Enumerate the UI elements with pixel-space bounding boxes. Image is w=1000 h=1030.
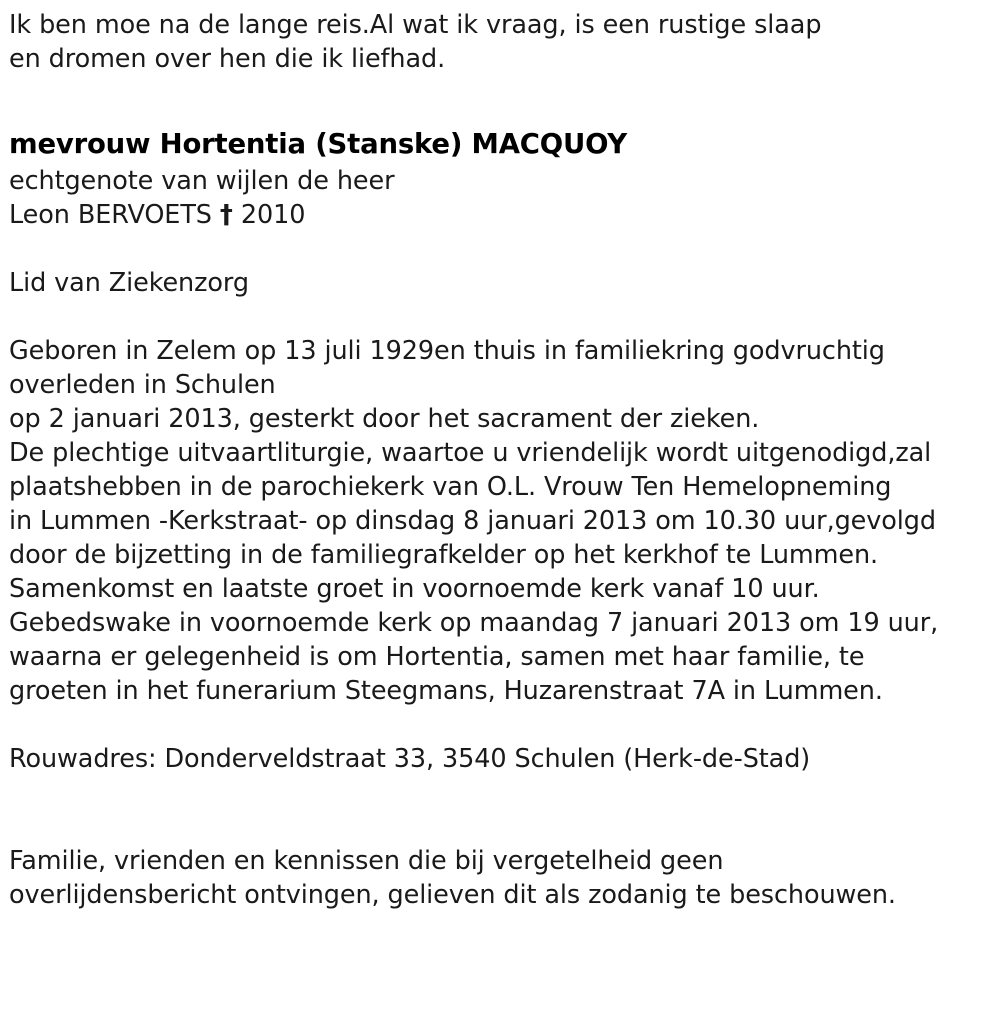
spacer-before-notice: [9, 810, 990, 844]
spouse-line: [9, 198, 990, 232]
spacer-after-address: [9, 776, 990, 810]
announcement-block: [9, 334, 990, 708]
deceased-name: mevrouw Hortentia (Stanske) MACQUOY: [9, 128, 628, 160]
spacer-after-deceased: [9, 232, 990, 266]
poem-line-2: en dromen over hen die ik liefhad.: [9, 44, 446, 74]
announcement-line-2: overleden in Schulen: [9, 370, 276, 400]
announcement-line-8: Samenkomst en laatste groet in voornoemde kerk vanaf 10 uur.: [9, 574, 820, 604]
announcement-line-7: door de bijzetting in de familiegrafkelder op het kerkhof te Lummen.: [9, 540, 879, 570]
spacer-after-membership: [9, 300, 990, 334]
membership-line: Lid van Ziekenzorg: [9, 268, 249, 298]
poem-line-1: Ik ben moe na de lange reis.Al wat ik vraag, is een rustige slaap: [9, 10, 822, 40]
announcement-line-6: in Lummen -Kerkstraat- op dinsdag 8 januari 2013 om 10.30 uur,gevolgd: [9, 506, 936, 536]
deceased-relation-label: echtgenote van wijlen de heer: [9, 166, 395, 196]
deceased-block: [9, 124, 990, 232]
mourning-address-line: Rouwadres: Donderveldstraat 33, 3540 Schulen (Herk-de-Stad): [9, 744, 811, 774]
cross-icon: †: [219, 200, 233, 230]
spouse-year: 2010: [240, 200, 306, 230]
announcement-line-9: Gebedswake in voornoemde kerk op maandag 7 januari 2013 om 19 uur,: [9, 608, 939, 638]
announcement-line-1: Geboren in Zelem op 13 juli 1929en thuis in familiekring godvruchtig: [9, 336, 885, 366]
poem-block: [9, 8, 990, 76]
notice-line-1: Familie, vrienden en kennissen die bij vergetelheid geen: [9, 846, 724, 876]
spacer-after-poem: [9, 76, 990, 110]
notice-line-2: overlijdensbericht ontvingen, gelieven dit als zodanig te beschouwen.: [9, 880, 896, 910]
membership-block: [9, 266, 990, 300]
announcement-line-4: De plechtige uitvaartliturgie, waartoe u vriendelijk wordt uitgenodigd,zal: [9, 438, 932, 468]
spouse-name: Leon BERVOETS: [9, 200, 212, 230]
spacer-after-announcement: [9, 708, 990, 742]
spacer-before-name: [9, 110, 990, 124]
announcement-line-3: op 2 januari 2013, gesterkt door het sacrament der zieken.: [9, 404, 760, 434]
announcement-line-11: groeten in het funerarium Steegmans, Huzarenstraat 7A in Lummen.: [9, 676, 883, 706]
announcement-line-10: waarna er gelegenheid is om Hortentia, samen met haar familie, te: [9, 642, 865, 672]
notice-block: [9, 844, 990, 912]
mourning-address-block: [9, 742, 990, 776]
announcement-line-5: plaatshebben in de parochiekerk van O.L. Vrouw Ten Hemelopneming: [9, 472, 892, 502]
